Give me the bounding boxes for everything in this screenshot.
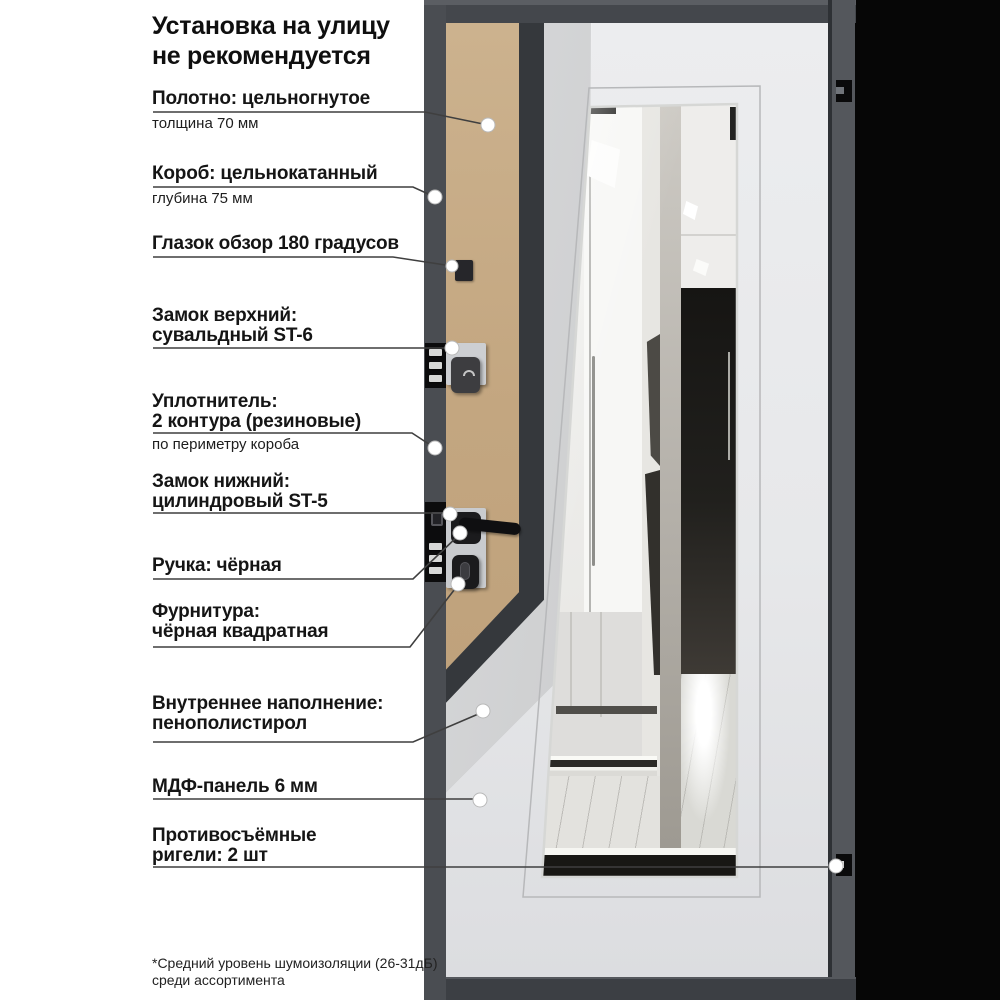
door-frame-top: [424, 5, 856, 23]
peephole: [455, 260, 473, 281]
black-backdrop: [855, 0, 1000, 1000]
label-lower-lock: Замок нижний: цилиндровый ST-5: [152, 471, 328, 512]
label-frame-box: Короб: цельнокатанный: [152, 163, 378, 184]
label-filling: Внутреннее наполнение: пенополистирол: [152, 693, 384, 734]
label-seal: Уплотнитель: 2 контура (резиновые): [152, 391, 362, 432]
upper-lock-keyhole: [463, 370, 475, 376]
escutcheon-keyhole: [460, 562, 470, 580]
anti-removal-bolt-bottom-notch: [836, 861, 844, 868]
label-peephole: Глазок обзор 180 градусов: [152, 233, 399, 254]
label-mdf-panel: МДФ-панель 6 мм: [152, 776, 318, 797]
label-seal-sub: по периметру короба: [152, 436, 300, 453]
label-upper-lock: Замок верхний: сувальдный ST-6: [152, 305, 313, 346]
footnote: *Средний уровень шумоизоляции (26-31дБ) среди ассортимента: [152, 955, 438, 988]
upper-lock-bolt-1: [429, 349, 442, 356]
anti-removal-bolt-top-notch: [836, 87, 844, 94]
door-frame-bottom: [446, 977, 856, 1000]
lower-lock-bolt-1: [429, 543, 442, 550]
page-title: [152, 11, 452, 71]
lock-cylinder: [431, 512, 443, 526]
door-frame-right: [828, 0, 855, 1000]
label-hardware: Фурнитура: чёрная квадратная: [152, 601, 329, 642]
callout-line-peephole: [153, 257, 452, 266]
label-leaf: Полотно: цельногнутое: [152, 88, 371, 109]
label-handle: Ручка: чёрная: [152, 555, 282, 576]
upper-lock-bolt-2: [429, 362, 442, 369]
upper-lock-bolt-3: [429, 375, 442, 382]
label-leaf-sub: толщина 70 мм: [152, 115, 259, 132]
label-frame-box-sub: глубина 75 мм: [152, 190, 253, 207]
page-title-line1: Установка на улицу: [152, 12, 390, 40]
page-title-line2: не рекомендуется: [152, 42, 371, 70]
label-anti-removal-bolts: Противосъёмные ригели: 2 шт: [152, 825, 317, 866]
